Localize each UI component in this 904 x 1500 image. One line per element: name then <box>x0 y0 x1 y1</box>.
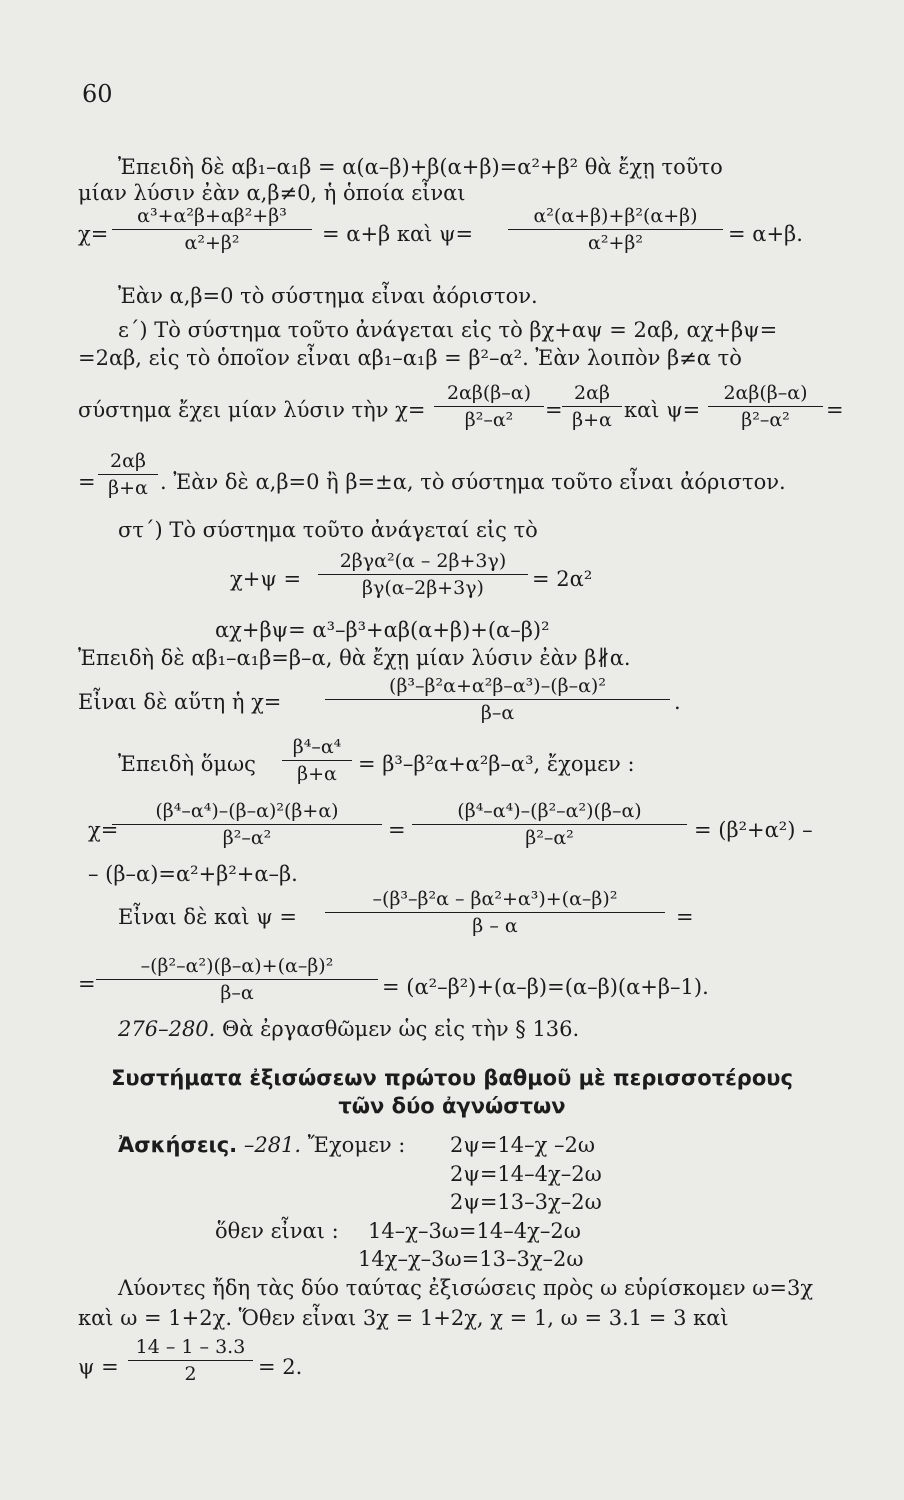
fraction <box>434 382 544 431</box>
fraction-denominator: β – α <box>472 915 518 937</box>
fraction-denominator: β²–α² <box>222 827 272 849</box>
section-heading: τῶν δύο ἀγνώστων <box>338 1094 566 1118</box>
formula-text: = <box>545 398 563 422</box>
fraction-numerator: α³+α²β+αβ²+β³ <box>112 205 312 230</box>
equation: 2ψ=14–4χ–2ω <box>450 1162 602 1186</box>
formula-text: = <box>826 398 844 422</box>
exercise-number: –281. <box>243 1133 302 1157</box>
text-line: Ἐπειδὴ δὲ αβ₁–α₁β=β–α, θὰ ἔχῃ μίαν λύσιν ἐὰν β∦α. <box>78 646 631 670</box>
text-line: Ἐπειδὴ δὲ αβ₁–α₁β = α(α–β)+β(α+β)=α²+β² θὰ ἔχῃ τοῦτο <box>118 155 723 179</box>
fraction-numerator: 14 – 1 – 3.3 <box>128 1336 253 1361</box>
fraction-denominator: β+α <box>108 477 148 499</box>
fraction <box>412 800 687 849</box>
formula-text: = β³–β²α+α²β–α³, ἔχομεν : <box>358 752 635 776</box>
fraction-numerator: 2αβ <box>98 450 158 475</box>
formula-text: = 2α² <box>532 567 593 591</box>
formula-text: = (α²–β²)+(α–β)=(α–β)(α+β–1). <box>382 975 709 999</box>
reference-text: Θὰ ἐργασθῶμεν ὡς εἰς τὴν § 136. <box>222 1017 580 1041</box>
text-line: . Ἐὰν δὲ α,β=0 ἢ β=±α, τὸ σύστημα τοῦτο εἶναι ἀόριστον. <box>160 470 786 494</box>
fraction <box>282 736 352 785</box>
fraction-denominator: β²–α² <box>464 409 514 431</box>
fraction-numerator: (β⁴–α⁴)–(β–α)²(β+α) <box>112 800 382 825</box>
fraction-numerator: 2βγα²(α – 2β+3γ) <box>318 550 528 575</box>
formula-text: = (β²+α²) – <box>694 818 813 842</box>
formula-line: – (β–α)=α²+β²+α–β. <box>88 862 298 886</box>
formula-text: = 2. <box>258 1355 303 1379</box>
fraction-denominator: β²–α² <box>525 827 574 849</box>
formula-text: = α+β. <box>728 222 803 246</box>
exercise-header <box>118 1133 405 1157</box>
text-line: Ἐὰν α,β=0 τὸ σύστημα εἶναι ἀόριστον. <box>118 284 538 308</box>
fraction <box>325 675 670 724</box>
fraction-denominator: β²–α² <box>741 409 790 431</box>
fraction <box>508 205 723 254</box>
fraction-numerator: 2αβ <box>562 382 622 407</box>
text-line: στ΄) Τὸ σύστημα τοῦτο ἀνάγεταί εἰς τὸ <box>118 518 538 542</box>
fraction-numerator: –(β²–α²)(β–α)+(α–β)² <box>96 955 378 980</box>
formula-text: = <box>78 470 96 494</box>
text-line: Λύοντες ἤδη τὰς δύο ταύτας ἐξισώσεις πρὸς ω εὑρίσκομεν ω=3χ <box>118 1276 814 1300</box>
formula-label: χ= <box>88 818 119 842</box>
fraction <box>318 550 528 599</box>
fraction-denominator: β–α <box>480 702 515 724</box>
formula-label: χ= <box>78 222 109 246</box>
text-line: Εἶναι δὲ αὕτη ἡ χ= <box>78 690 282 714</box>
equation: 2ψ=13–3χ–2ω <box>450 1190 602 1214</box>
text-line: σύστημα ἔχει μίαν λύσιν τὴν χ= <box>78 398 426 422</box>
fraction <box>112 205 312 254</box>
text-line: καὶ ω = 1+2χ. Ὅθεν εἶναι 3χ = 1+2χ, χ = 1, ω = 3.1 = 3 καὶ <box>78 1306 729 1330</box>
text-line: =2αβ, εἰς τὸ ὁποῖον εἶναι αβ₁–α₁β = β²–α². Ἐὰν λοιπὸν β≠α τὸ <box>78 346 742 370</box>
fraction-numerator: 2αβ(β–α) <box>434 382 544 407</box>
text-line: Ἐπειδὴ ὅμως <box>118 752 256 776</box>
fraction <box>128 1336 253 1385</box>
equation: 14–χ–3ω=14–4χ–2ω <box>368 1219 581 1243</box>
formula-text: = <box>388 818 406 842</box>
fraction <box>98 450 158 499</box>
formula-label: ψ = <box>78 1355 119 1379</box>
fraction-numerator: α²(α+β)+β²(α+β) <box>508 205 723 230</box>
formula-text: . <box>674 690 681 714</box>
formula-label: χ+ψ = <box>230 567 302 591</box>
reference-line <box>118 1017 579 1041</box>
fraction-numerator: (β⁴–α⁴)–(β²–α²)(β–α) <box>412 800 687 825</box>
fraction-denominator: β+α <box>297 763 337 785</box>
formula-text: = α+β καὶ ψ= <box>322 222 474 246</box>
text-line: μίαν λύσιν ἐὰν α,β≠0, ἡ ὁποία εἶναι <box>78 181 466 205</box>
exercises-label: Ἀσκήσεις. <box>118 1133 238 1157</box>
fraction <box>562 382 622 431</box>
formula-text: καὶ ψ= <box>624 398 701 422</box>
text-line: ὅθεν εἶναι : <box>215 1219 339 1243</box>
fraction-numerator: β⁴–α⁴ <box>282 736 352 761</box>
fraction <box>112 800 382 849</box>
equation: 2ψ=14–χ –2ω <box>450 1133 596 1157</box>
fraction-denominator: βγ(α–2β+3γ) <box>362 577 484 599</box>
equation: 14χ–χ–3ω=13–3χ–2ω <box>358 1247 584 1271</box>
formula-text: = <box>78 972 96 996</box>
fraction <box>325 888 665 937</box>
text-line: Εἶναι δὲ καὶ ψ = <box>118 905 297 929</box>
exercise-text: Ἔχομεν : <box>307 1133 406 1157</box>
fraction <box>96 955 378 1004</box>
formula-line: αχ+βψ= α³–β³+αβ(α+β)+(α–β)² <box>215 618 550 642</box>
exercise-range: 276–280. <box>118 1017 216 1041</box>
text-line: ε΄) Τὸ σύστημα τοῦτο ἀνάγεται εἰς τὸ βχ+αψ = 2αβ, αχ+βψ= <box>118 318 778 342</box>
section-heading: Συστήματα ἐξισώσεων πρώτου βαθμοῦ μὲ περισσοτέρους <box>111 1066 793 1090</box>
fraction-denominator: β+α <box>572 409 612 431</box>
fraction-denominator: 2 <box>184 1363 197 1385</box>
formula-text: = <box>676 905 694 929</box>
fraction-denominator: α²+β² <box>588 232 643 254</box>
fraction <box>708 382 823 431</box>
fraction-numerator: 2αβ(β–α) <box>708 382 823 407</box>
fraction-numerator: (β³–β²α+α²β–α³)–(β–α)² <box>325 675 670 700</box>
fraction-denominator: β–α <box>220 982 254 1004</box>
fraction-numerator: –(β³–β²α – βα²+α³)+(α–β)² <box>325 888 665 913</box>
fraction-denominator: α²+β² <box>184 232 240 254</box>
page-number: 60 <box>82 80 113 108</box>
